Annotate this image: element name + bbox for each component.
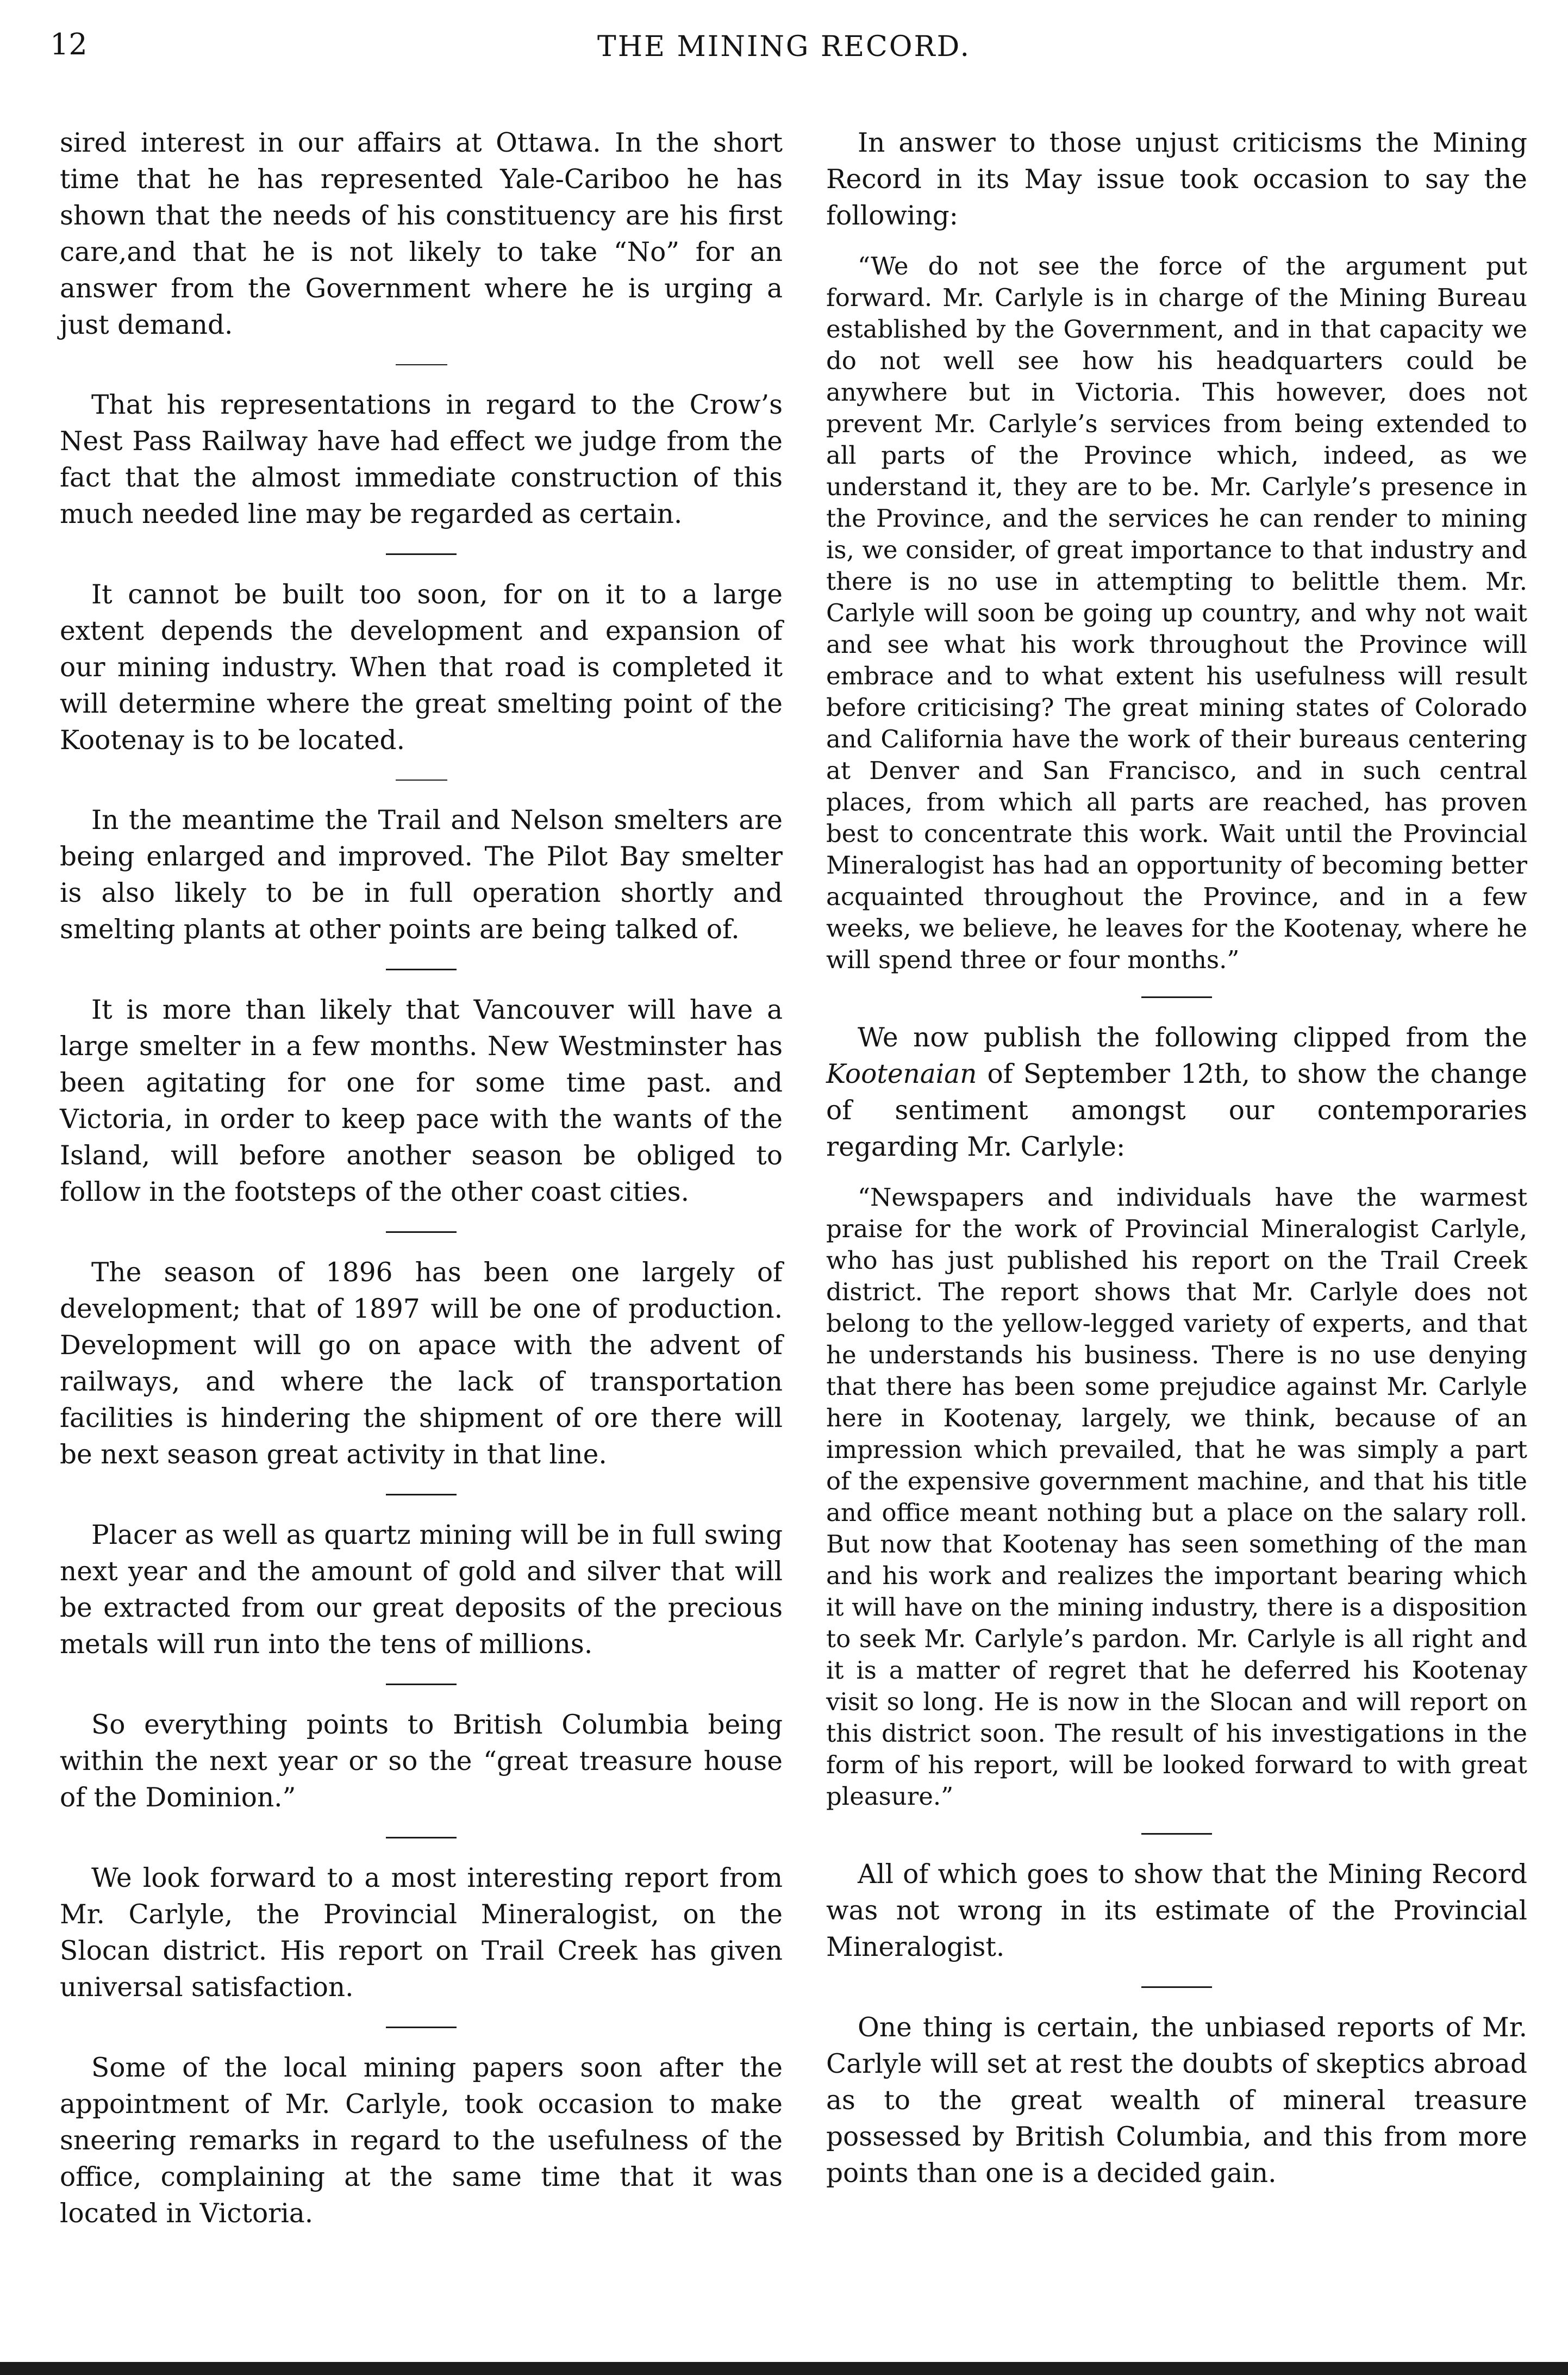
paragraph: Some of the local mining papers soon after the appointment of Mr. Carlyle, took occasion to make sneering remarks in regard to the usefulness of the office, complaining at the same time that it was located in Victoria. — [60, 2053, 783, 2229]
paragraph: So everything points to British Columbia being within the next year or so the “great treasure house of the Dominion.” — [60, 1710, 783, 1813]
page-bottom-edge — [0, 2362, 1568, 2375]
paragraph: That his representations in regard to the Crow’s Nest Pass Railway have had effect we judge from the fact that the almost immediate construction of this much needed line may be regarded as certain. — [60, 390, 783, 529]
section-rule — [396, 364, 447, 365]
section-rule — [1141, 1833, 1212, 1835]
clipping-rest-text: of September 12th, to show the change of sentiment amongst our contemporaries regarding Mr. Carlyle: — [826, 1059, 1527, 1162]
paragraph-intro: In answer to those unjust criticisms the Mining Record in its May issue took occasion to say the following: — [826, 128, 1527, 231]
page-number: 12 — [50, 27, 88, 61]
section-rule — [386, 969, 457, 970]
section-rule — [386, 553, 457, 555]
running-head-title: THE MINING RECORD. — [597, 30, 971, 63]
paragraph: Placer as well as quartz mining will be in full swing next year and the amount of gold and silver that will be extracted from our great deposits of the precious metals will run into the tens of millions. — [60, 1520, 783, 1660]
paragraph: The season of 1896 has been one largely of development; that of 1897 will be one of production. Development will go on apace with the advent of railways, and where the lack of transportation facilities is hindering the shipment of ore there will be next season great activity in that line. — [60, 1257, 783, 1470]
clipping-lead-text: We now publish the following clipped from the — [858, 1023, 1527, 1053]
section-rule — [386, 1684, 457, 1685]
paragraph: It cannot be built too soon, for on it to a large extent depends the development and expansion of our mining industry. When that road is completed it will determine where the great smelting point of the Kootenay is to be located. — [60, 579, 783, 756]
section-rule — [386, 1494, 457, 1495]
paragraph: sired interest in our affairs at Ottawa. In the short time that he has represented Yale-Cariboo he has shown that the needs of his constituency are his first care,and that he is not likely to take “No” for an answer from the Government where he is urging a just demand. — [60, 128, 783, 340]
section-rule — [1141, 996, 1212, 998]
section-rule — [396, 780, 447, 781]
quote-mining-record: “We do not see the force of the argument put forward. Mr. Carlyle is in charge of the Mining Bureau established by the Government, and in that capacity we do not well see how his headquarters could be anywhere but in Victoria. This however, does not prevent Mr. Carlyle’s services from being extended to all parts of the Province which, indeed, as we understand it, they are to be. Mr. Carlyle’s presence in the Province, and the services he can render to mining is, we consider, of great importance to that industry and there is no use in attempting to belittle them. Mr. Carlyle will soon be going up country, and why not wait and see what his work throughout the Province will embrace and to what extent his usefulness will result before criticising? The great mining states of Colorado and California have the work of their bureaus centering at Denver and San Francisco, and in such central places, from which all parts are reached, has proven best to concentrate this work. Wait until the Provincial Mineralogist has had an opportunity of becoming better acquainted throughout the Province, and in a few weeks, we believe, he leaves for the Kootenay, where he will spend three or four months.” — [826, 252, 1527, 974]
quote-kootenaian: “Newspapers and individuals have the warmest praise for the work of Provincial Mineralogist Carlyle, who has just published his report on the Trail Creek district. The report shows that Mr. Carlyle does not belong to the yellow-legged variety of experts, and that he understands his business. There is no use denying that there has been some prejudice against Mr. Carlyle here in Kootenay, largely, we think, because of an impression which prevailed, that he was simply a part of the expensive government machine, and that his title and office meant nothing but a place on the salary roll. But now that Kootenay has seen something of the man and his work and realizes the important bearing which it will have on the mining industry, there is a disposition to seek Mr. Carlyle’s pardon. Mr. Carlyle is all right and it is a matter of regret that he deferred his Kootenay visit so long. He is now in the Slocan and will report on this district soon. The result of his investigations in the form of his report, will be looked forward to with great pleasure.” — [826, 1183, 1527, 1811]
paragraph: It is more than likely that Vancouver will have a large smelter in a few months. New Westminster has been agitating for one for some time past. and Victoria, in order to keep pace with the wants of the Island, will before another season be obliged to follow in the footsteps of the other coast cities. — [60, 995, 783, 1207]
paragraph-clipping-intro — [826, 1020, 1527, 1165]
section-rule — [386, 2027, 457, 2028]
paragraph-conclusion: All of which goes to show that the Mining Record was not wrong in its estimate of the Provincial Mineralogist. — [826, 1859, 1527, 1962]
paragraph-closing: One thing is certain, the unbiased reports of Mr. Carlyle will set at rest the doubts of skeptics abroad as to the great wealth of mineral treasure possessed by British Columbia, and this from more points than one is a decided gain. — [826, 2012, 1527, 2189]
right-column — [826, 125, 1527, 2192]
section-rule — [386, 1837, 457, 1838]
paragraph: In the meantime the Trail and Nelson smelters are being enlarged and improved. The Pilot Bay smelter is also likely to be in full operation shortly and smelting plants at other points are being talked of. — [60, 805, 783, 945]
paragraph: We look forward to a most interesting report from Mr. Carlyle, the Provincial Mineralogist, on the Slocan district. His report on Trail Creek has given universal satisfaction. — [60, 1863, 783, 2003]
section-rule — [386, 1231, 457, 1233]
left-column — [60, 125, 783, 2232]
newspaper-name: Kootenaian — [826, 1059, 977, 1089]
section-rule — [1141, 1986, 1212, 1988]
